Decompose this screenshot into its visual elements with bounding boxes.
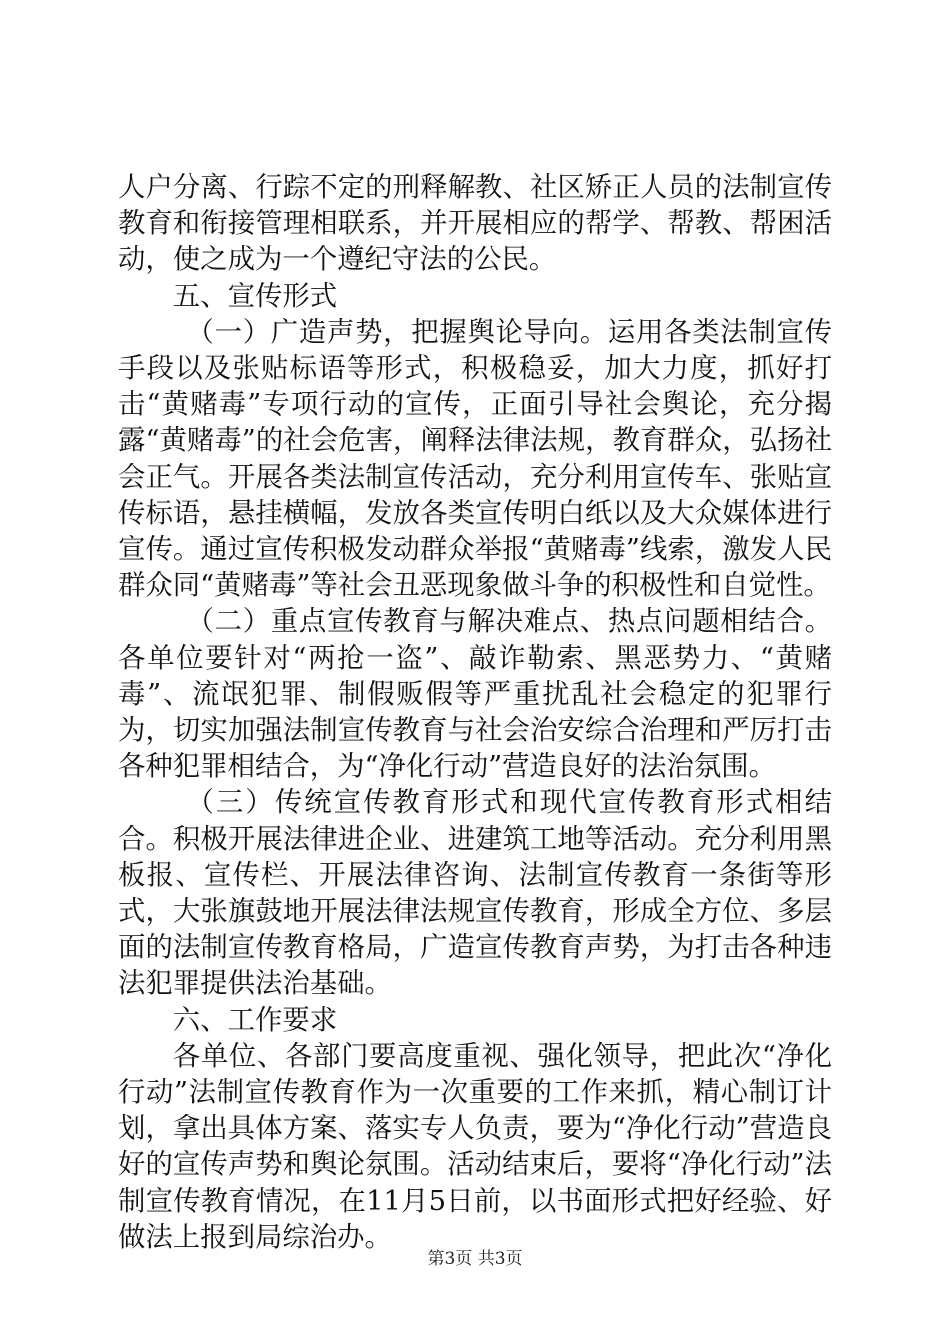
paragraph-requirements: 各单位、各部门要高度重视、强化领导，把此次“净化行动”法制宣传教育作为一次重要的工作来抓，精心制订计划，拿出具体方案、落实专人负责，要为“净化行动”营造良好的宣传声势和舆论氛围。活动结束后，要将“净化行动”法制宣传教育情况，在11月5日前，以书面形式把好经验、好做法上报到局综治办。	[118, 1040, 832, 1253]
section-heading-6: 六、工作要求	[172, 1004, 338, 1036]
paragraph-continued: 人户分离、行踪不定的刑释解教、社区矫正人员的法制宣传教育和衔接管理相联系，并开展相应的帮学、帮教、帮困活动，使之成为一个遵纪守法的公民。	[118, 172, 832, 276]
paragraph-item-1: （一）广造声势，把握舆论导向。运用各类法制宣传手段以及张贴标语等形式，积极稳妥，加大力度，抓好打击“黄赌毒”专项行动的宣传，正面引导社会舆论，充分揭露“黄赌毒”的社会危害，阐释法律法规，教育群众，弘扬社会正气。开展各类法制宣传活动，充分利用宣传车、张贴宣传标语，悬挂横幅，发放各类宣传明白纸以及大众媒体进行宣传。通过宣传积极发动群众举报“黄赌毒”线索，激发人民群众同“黄赌毒”等社会丑恶现象做斗争的积极性和自觉性。	[118, 316, 832, 602]
paragraph-item-3: （三）传统宣传教育形式和现代宣传教育形式相结合。积极开展法律进企业、进建筑工地等活动。充分利用黑板报、宣传栏、开展法律咨询、法制宣传教育一条街等形式，大张旗鼓地开展法律法规宣传教育，形成全方位、多层面的法制宣传教育格局，广造宣传教育声势，为打击各种违法犯罪提供法治基础。	[118, 787, 832, 1000]
page-number-footer: 第3页 共3页	[427, 1249, 523, 1269]
section-heading-5: 五、宣传形式	[172, 280, 338, 312]
document-body	[118, 170, 832, 1256]
paragraph-item-2: （二）重点宣传教育与解决难点、热点问题相结合。各单位要针对“两抢一盗”、敲诈勒索、黑恶势力、“黄赌毒”、流氓犯罪、制假贩假等严重扰乱社会稳定的犯罪行为，切实加强法制宣传教育与社会治安综合治理和严厉打击各种犯罪相结合，为“净化行动”营造良好的法治氛围。	[118, 606, 832, 783]
